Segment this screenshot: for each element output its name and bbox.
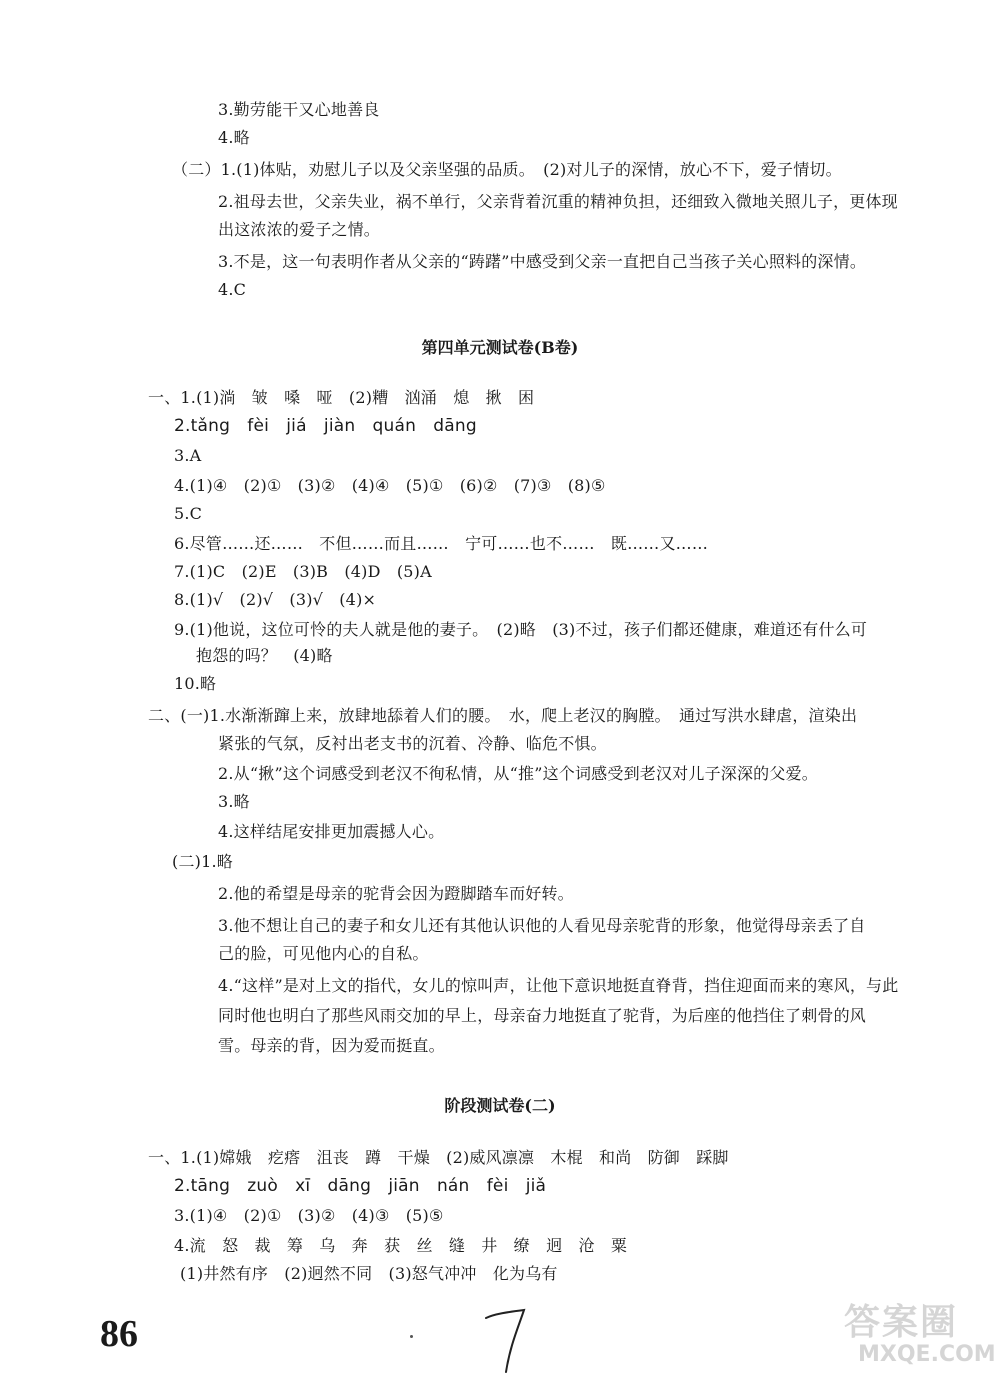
answer-line: 一、1.(1)淌 皱 嗓 哑 (2)糟 汹涌 熄 揪 困 xyxy=(148,388,535,407)
pinyin-line: 2.tǎng fèi jiá jiàn quán dāng xyxy=(174,416,477,436)
answer-line: 9.(1)他说，这位可怜的夫人就是他的妻子。 (2)略 (3)不过，孩子们都还健康，难道还有什么可 xyxy=(174,620,868,639)
answer-line: 4.略 xyxy=(218,128,250,147)
answer-line: （二）1.(1)体贴，劝慰儿子以及父亲坚强的品质。 (2)对儿子的深情，放心不下，爱子情切。 xyxy=(172,160,842,179)
answer-line: 一、1.(1)嫦娥 疙瘩 沮丧 蹲 干燥 (2)威风凛凛 木棍 和尚 防御 踩脚 xyxy=(148,1148,729,1167)
answer-line: 紧张的气氛，反衬出老支书的沉着、冷静、临危不惧。 xyxy=(218,734,607,753)
watermark-url: MXQE.COM xyxy=(858,1342,996,1367)
answer-line: 出这浓浓的爱子之情。 xyxy=(218,220,381,239)
answer-line: 4.“这样”是对上文的指代，女儿的惊叫声，让他下意识地挺直脊背，挡住迎面而来的寒风，与此 xyxy=(218,976,899,995)
watermark-logo xyxy=(836,1290,996,1374)
answer-line: (二)1.略 xyxy=(172,852,233,871)
answer-line: 二、(一)1.水渐渐蹿上来，放肆地舔着人们的腰。 水，爬上老汉的胸膛。 通过写洪水肆虐，渲染出 xyxy=(148,706,858,725)
answer-line: 同时他也明白了那些风雨交加的早上，母亲奋力地挺直了驼背，为后座的他挡住了刺骨的风 xyxy=(218,1006,867,1025)
answer-line: 3.不是，这一句表明作者从父亲的“踌躇”中感受到父亲一直把自己当孩子关心照料的深情。 xyxy=(218,252,867,271)
answer-line: 3.A xyxy=(174,446,202,465)
answer-line: 2.祖母去世，父亲失业，祸不单行，父亲背着沉重的精神负担，还细致入微地关照儿子，更体现 xyxy=(218,192,898,211)
section-heading-unit4: 第四单元测试卷(B卷) xyxy=(421,338,579,357)
answer-line: 4.流 怒 裁 筹 乌 奔 获 丝 缝 井 缭 迥 沧 粟 xyxy=(174,1236,628,1255)
watermark-chinese: 答案圈 xyxy=(844,1302,959,1343)
answer-line: 雪。母亲的背，因为爱而挺直。 xyxy=(218,1036,445,1055)
answer-line: 4.这样结尾安排更加震撼人心。 xyxy=(218,822,445,841)
answer-line: 4.C xyxy=(218,280,247,299)
pinyin-line: 2.tāng zuò xī dāng jiān nán fèi jiǎ xyxy=(174,1176,547,1196)
page-number: 86 xyxy=(100,1313,138,1355)
answer-line: 3.略 xyxy=(218,792,250,811)
answer-line: 6.尽管……还…… 不但……而且…… 宁可……也不…… 既……又…… xyxy=(174,534,709,553)
answer-line: 5.C xyxy=(174,504,203,523)
answer-line: 8.(1)√ (2)√ (3)√ (4)× xyxy=(174,590,377,609)
answer-line: 己的脸，可见他内心的自私。 xyxy=(218,944,429,963)
handwritten-seven-mark xyxy=(480,1300,530,1380)
answer-line: 7.(1)C (2)E (3)B (4)D (5)A xyxy=(174,562,432,581)
answer-line: 2.他的希望是母亲的驼背会因为蹬脚踏车而好转。 xyxy=(218,884,574,903)
answer-line: 2.从“揪”这个词感受到老汉不徇私情，从“推”这个词感受到老汉对儿子深深的父爱。 xyxy=(218,764,818,783)
answer-line: 抱怨的吗？ (4)略 xyxy=(196,646,333,665)
scan-dot xyxy=(410,1335,413,1338)
section-heading-stage2: 阶段测试卷(二) xyxy=(444,1096,556,1115)
answer-line: 4.(1)④ (2)① (3)② (4)④ (5)① (6)② (7)③ (8)⑤ xyxy=(174,476,606,495)
answer-line: (1)井然有序 (2)迥然不同 (3)怒气冲冲 化为乌有 xyxy=(180,1264,558,1283)
answer-line: 3.(1)④ (2)① (3)② (4)③ (5)⑤ xyxy=(174,1206,444,1225)
answer-line: 3.他不想让自己的妻子和女儿还有其他认识他的人看见母亲驼背的形象，他觉得母亲丢了自 xyxy=(218,916,866,935)
answer-line: 3.勤劳能干又心地善良 xyxy=(218,100,380,119)
answer-line: 10.略 xyxy=(174,674,217,693)
